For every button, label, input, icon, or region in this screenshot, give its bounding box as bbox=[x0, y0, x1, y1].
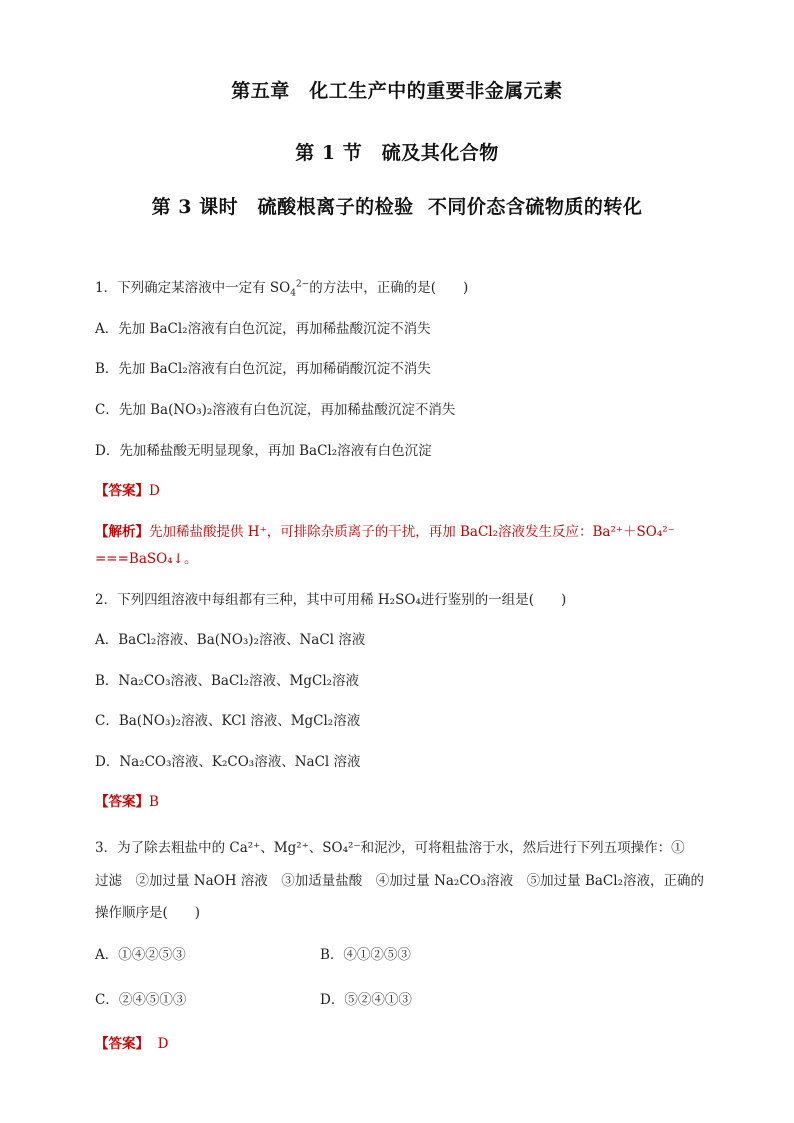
q1-analysis-cont: ===BaSO₄↓。 bbox=[95, 551, 198, 567]
q2-stem: 2．下列四组溶液中每组都有三种，其中可用稀 H₂SO₄进行鉴别的一组是( ) bbox=[95, 592, 567, 608]
q1-analysis-text: 先加稀盐酸提供 H⁺，可排除杂质离子的干扰，再加 BaCl₂溶液发生反应：Ba²⁺＋SO₄²⁻ bbox=[149, 524, 675, 540]
q1-answer-label: 【答案】 bbox=[95, 483, 149, 499]
q3-stem-line3: 操作顺序是( ) bbox=[95, 905, 201, 921]
q1-stem-a: 1．下列确定某溶液中一定有 SO bbox=[95, 280, 291, 296]
q1-option-c: C．先加 Ba(NO₃)₂溶液有白色沉淀，再加稀盐酸沉淀不消失 bbox=[95, 402, 456, 418]
chapter-title: 第五章 化工生产中的重要非金属元素 bbox=[231, 80, 563, 102]
q1-option-d: D．先加稀盐酸无明显现象，再加 BaCl₂溶液有白色沉淀 bbox=[95, 443, 432, 459]
q1-answer-value: D bbox=[149, 483, 160, 499]
q1-option-b: B．先加 BaCl₂溶液有白色沉淀，再加稀硝酸沉淀不消失 bbox=[95, 361, 431, 377]
q3-option-d: D．⑤②④①③ bbox=[320, 992, 412, 1008]
q2-option-d: D．Na₂CO₃溶液、K₂CO₃溶液、NaCl 溶液 bbox=[95, 754, 361, 770]
q3-answer-label: 【答案】 bbox=[95, 1036, 149, 1052]
q3-stem-line2: 过滤 ②加过量 NaOH 溶液 ③加适量盐酸 ④加过量 Na₂CO₃溶液 ⑤加过量 BaCl₂溶液，正确的 bbox=[95, 873, 704, 889]
q1-option-a: A．先加 BaCl₂溶液有白色沉淀，再加稀盐酸沉淀不消失 bbox=[95, 321, 431, 337]
lesson-title: 第 3 课时 硫酸根离子的检验 不同价态含硫物质的转化 bbox=[151, 196, 643, 218]
q3-answer-value: D bbox=[157, 1036, 169, 1052]
q1-analysis-label: 【解析】 bbox=[95, 524, 149, 540]
q2-answer-value: B bbox=[149, 794, 159, 810]
q2-option-b: B．Na₂CO₃溶液、BaCl₂溶液、MgCl₂溶液 bbox=[95, 673, 360, 689]
q2-option-c: C．Ba(NO₃)₂溶液、KCl 溶液、MgCl₂溶液 bbox=[95, 713, 361, 729]
q1-stem-sub: 4 bbox=[290, 288, 296, 299]
q3-stem-line1: 3．为了除去粗盐中的 Ca²⁺、Mg²⁺、SO₄²⁻和泥沙，可将粗盐溶于水，然后进行下列五项操作：① bbox=[95, 840, 685, 856]
q1-analysis bbox=[95, 520, 675, 540]
q3-answer bbox=[95, 1032, 168, 1052]
q1-stem-sup: 2− bbox=[295, 279, 310, 290]
q3-option-a: A．①④②⑤③ bbox=[95, 947, 186, 963]
q2-answer bbox=[95, 790, 159, 810]
section-title: 第 1 节 硫及其化合物 bbox=[295, 142, 499, 164]
q3-option-b: B．④①②⑤③ bbox=[320, 947, 411, 963]
q1-stem-b: 的方法中，正确的是( ) bbox=[309, 280, 469, 296]
q3-option-c: C．②④⑤①③ bbox=[95, 992, 187, 1008]
q1-stem bbox=[95, 276, 469, 299]
q2-option-a: A．BaCl₂溶液、Ba(NO₃)₂溶液、NaCl 溶液 bbox=[95, 632, 366, 648]
q1-answer bbox=[95, 479, 160, 499]
q2-answer-label: 【答案】 bbox=[95, 794, 149, 810]
